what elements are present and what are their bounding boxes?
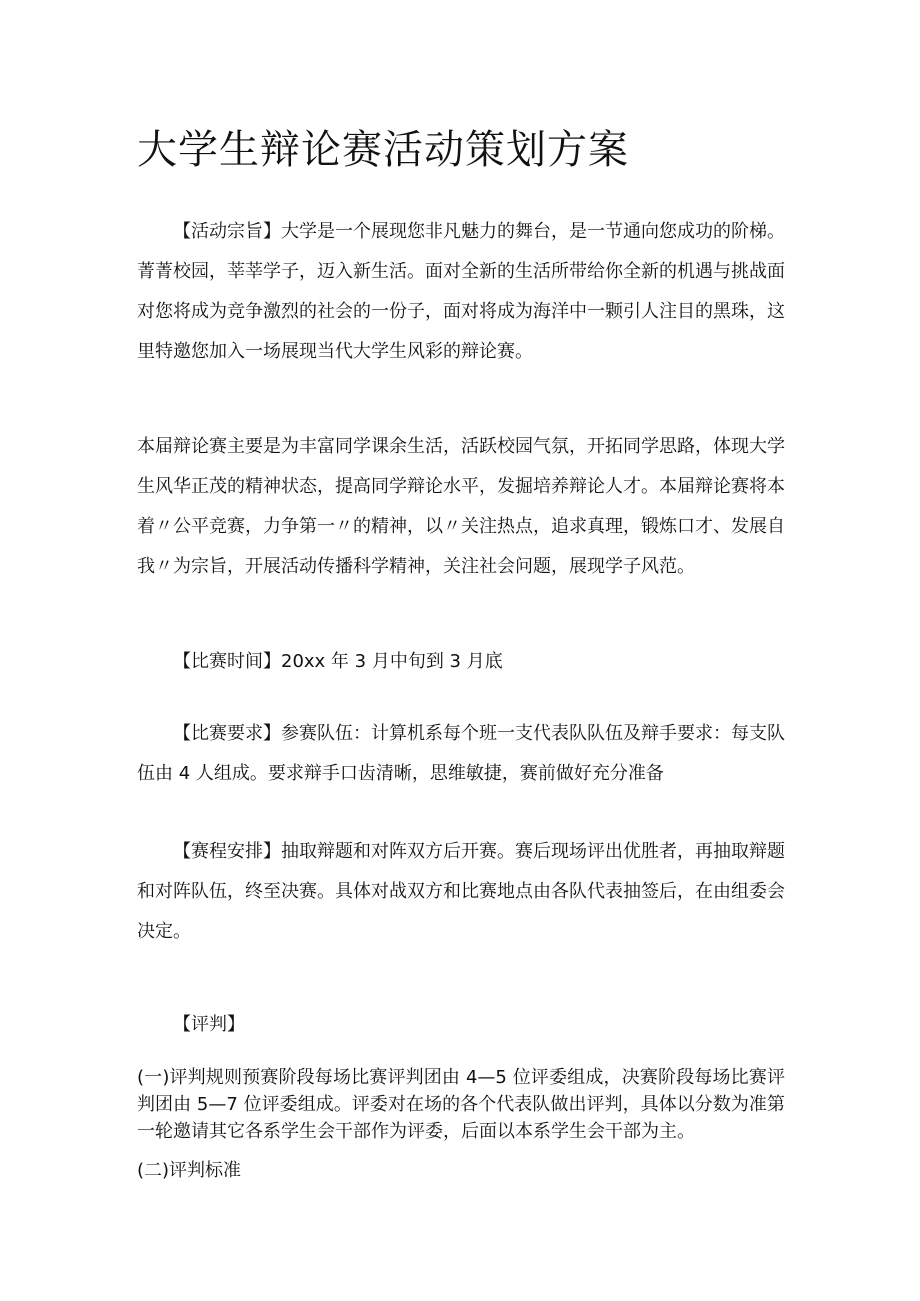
purpose-label: 【活动宗旨】 — [173, 221, 281, 242]
time-label: 【比赛时间】 — [173, 651, 281, 672]
requirements-paragraph — [137, 714, 785, 794]
document-title: 大学生辩论赛活动策划方案 — [137, 127, 629, 173]
schedule-text: 抽取辩题和对阵双方后开赛。赛后现场评出优胜者，再抽取辩题和对阵队伍，终至决赛。具体对战双方和比赛地点由各队代表抽签后，在由组委会决定。 — [137, 841, 785, 942]
judging-heading: 【评判】 — [173, 1014, 245, 1035]
schedule-paragraph — [137, 832, 785, 952]
intro-paragraph: 本届辩论赛主要是为丰富同学课余生活，活跃校园气氛，开拓同学思路，体现大学生风华正茂的精神状态，提高同学辩论水平，发掘培养辩论人才。本届辩论赛将本着〃公平竞赛，力争第一〃的精神，以〃关注热点，追求真理，锻炼口才、发展自我〃为宗旨，开展活动传播科学精神，关注社会问题，展现学子风范。 — [137, 436, 785, 577]
purpose-text: 大学是一个展现您非凡魅力的舞台，是一节通向您成功的阶梯。菁菁校园，莘莘学子，迈入新生活。面对全新的生活所带给你全新的机遇与挑战面对您将成为竞争激烈的社会的一份子，面对将成为海洋中一颗引人注目的黑珠，这里特邀您加入一场展现当代大学生风彩的辩论赛。 — [137, 221, 785, 362]
judging-rules-paragraph: (一)评判规则预赛阶段每场比赛评判团由 4—5 位评委组成，决赛阶段每场比赛评判团由 5—7 位评委组成。评委对在场的各个代表队做出评判，具体以分数为准第一轮邀请其它各系学生会干部作为评委，后面以本系学生会干部为主。 — [137, 1067, 785, 1142]
requirements-text: 参赛队伍：计算机系每个班一支代表队队伍及辩手要求：每支队伍由 4 人组成。要求辩手口齿清晰，思维敏捷，赛前做好充分准备 — [137, 723, 785, 784]
schedule-label: 【赛程安排】 — [173, 841, 281, 862]
requirements-label: 【比赛要求】 — [173, 723, 281, 744]
judging-criteria-heading: (二)评判标准 — [137, 1160, 242, 1181]
time-text: 20xx 年 3 月中旬到 3 月底 — [281, 651, 503, 672]
time-paragraph — [137, 642, 785, 682]
purpose-paragraph — [137, 212, 785, 372]
